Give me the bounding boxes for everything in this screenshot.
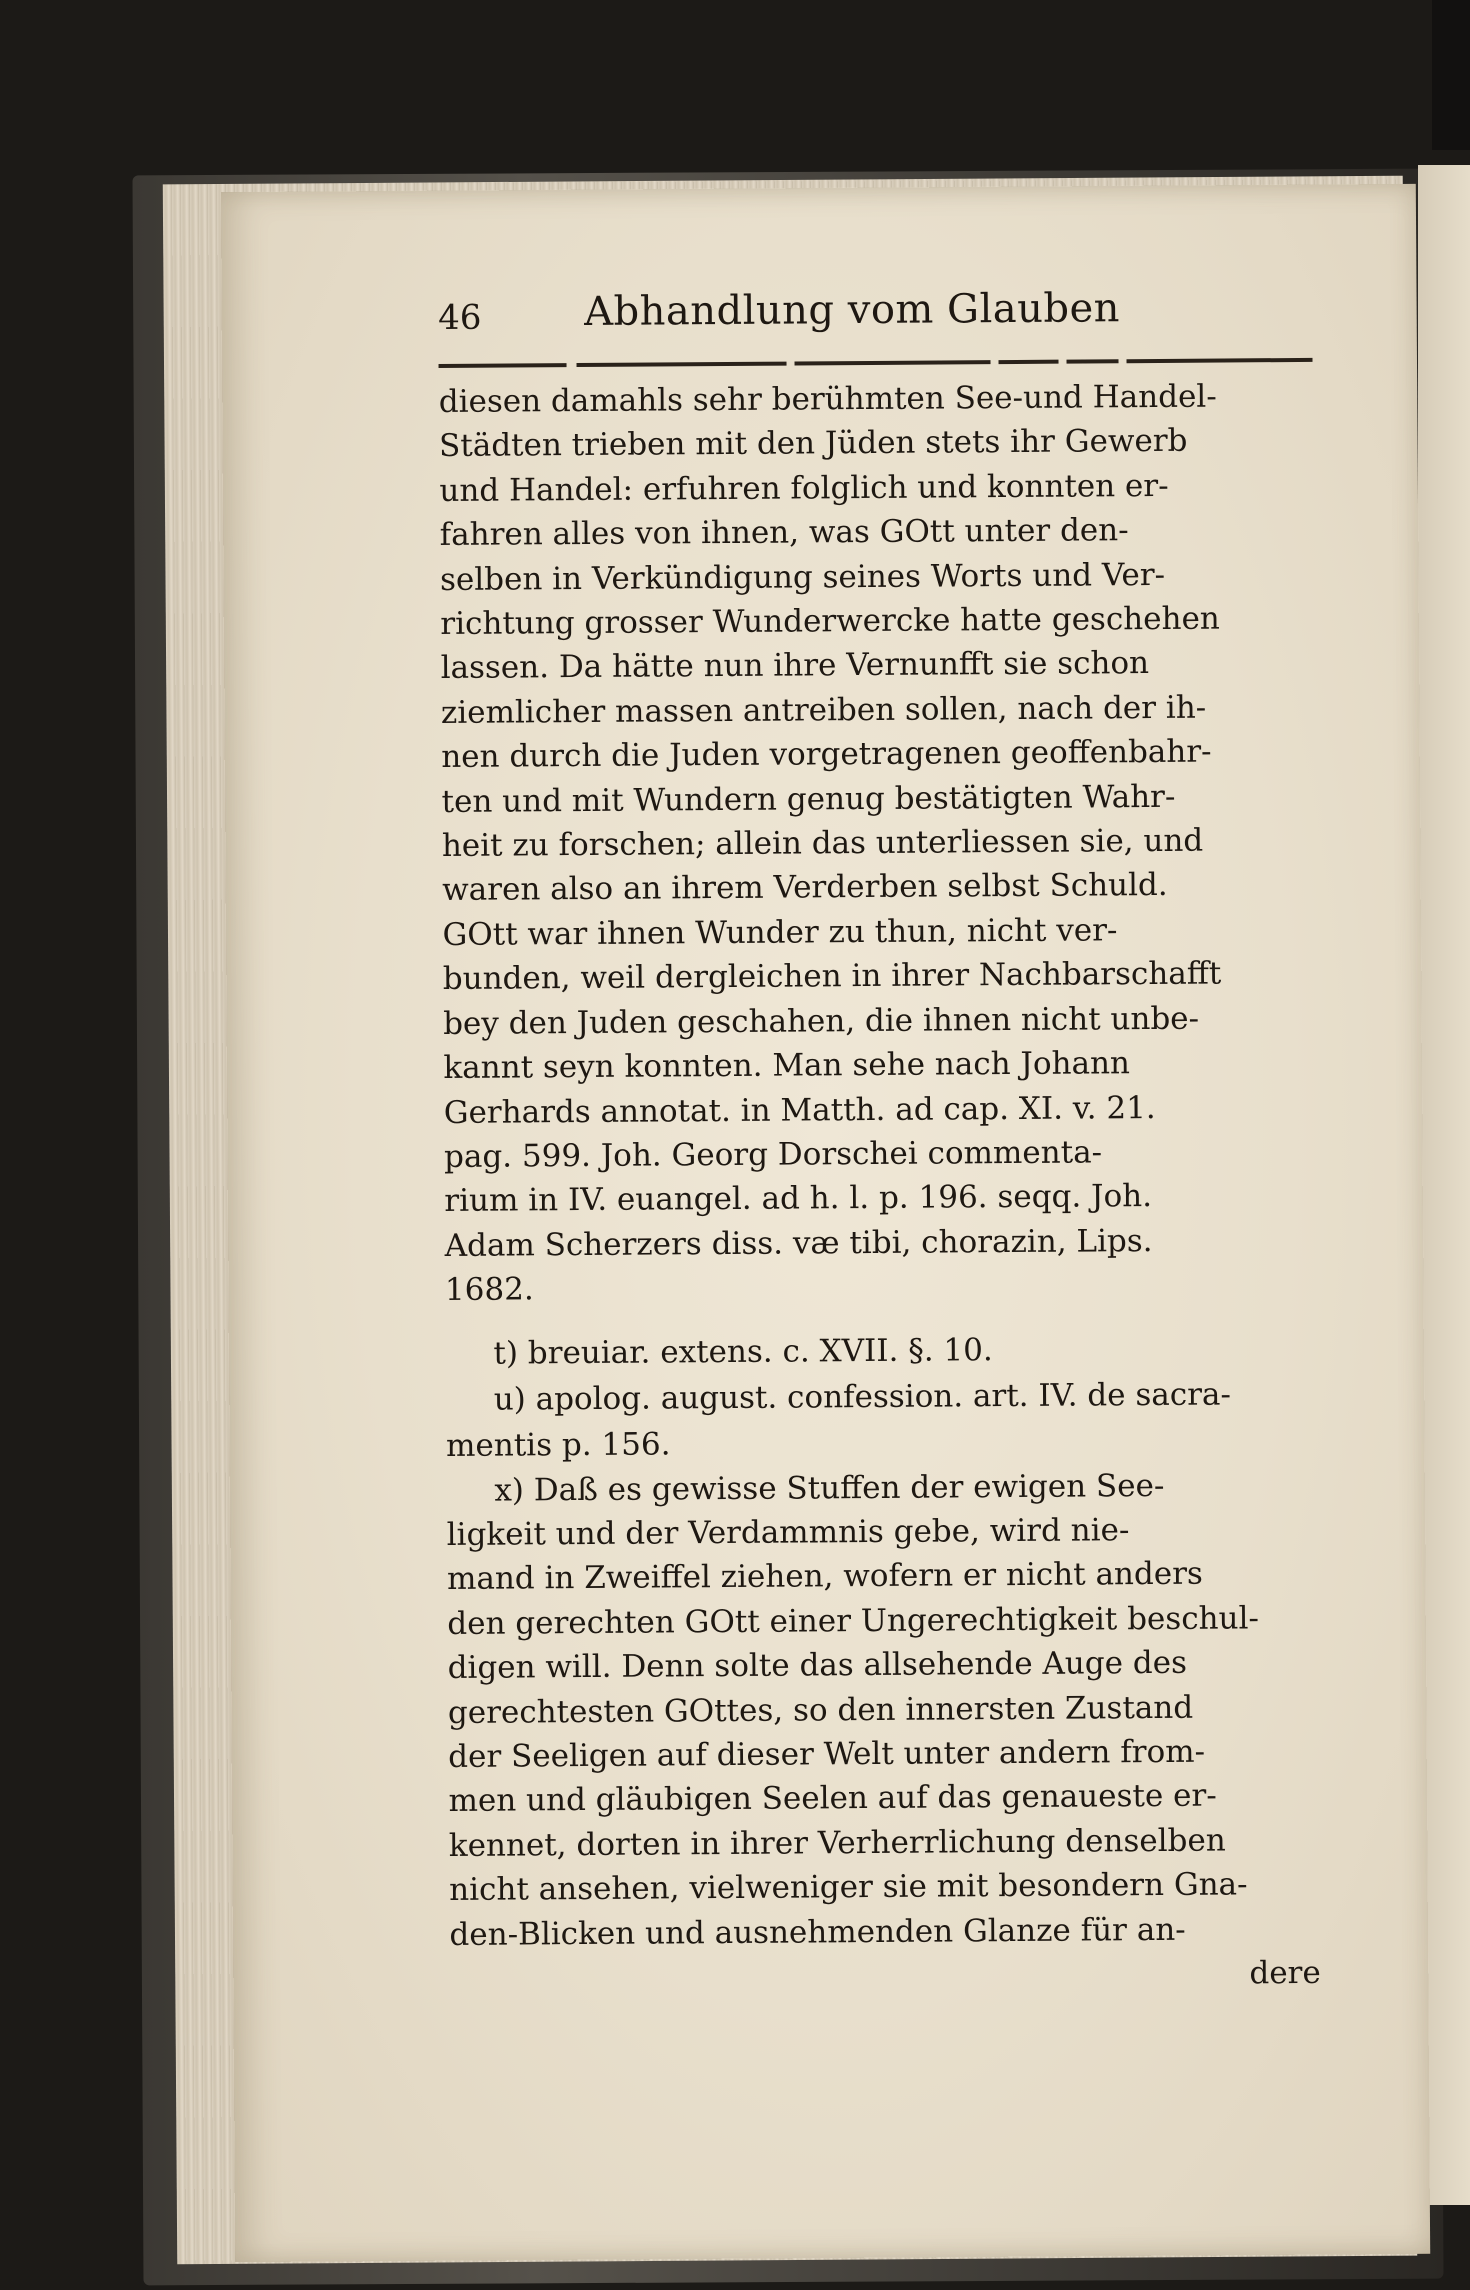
note-x [446,1462,1324,1957]
note-x-line: der Seeligen auf dieser Welt unter andern from- [448,1733,1206,1775]
body-line: 1682. [444,1271,534,1309]
body-line: ten und mit Wundern genug bestätigten Wahr- [441,778,1176,820]
background-dark [1432,0,1470,150]
note-x-line: den gerechten GOtt einer Ungerechtigkeit beschul- [447,1600,1260,1642]
page-text [438,284,1325,2001]
note-x-line: men und gläubigen Seelen auf das genaueste er- [448,1777,1217,1820]
body-line: Gerhards annotat. in Matth. ad cap. XI. v. 21. [443,1089,1156,1131]
note-x-line: ligkeit und der Verdammnis gebe, wird nie- [446,1512,1130,1553]
note-x-line: x) Daß es gewisse Stuffen der ewigen See- [494,1467,1165,1509]
footnotes [445,1324,1321,1468]
body-line: GOtt war ihnen Wunder zu thun, nicht ver- [442,912,1118,953]
body-line: pag. 599. Joh. Georg Dorschei commenta- [443,1134,1103,1175]
body-line: bunden, weil dergleichen in ihrer Nachbarschafft [442,955,1222,998]
body-line: rium in IV. euangel. ad h. l. p. 196. seqq. Joh. [444,1178,1153,1220]
body-line: nen durch die Juden vorgetragenen geoffenbahr- [441,733,1212,776]
note-x-line: den-Blicken und ausnehmenden Glanze für an- [449,1911,1186,1953]
page-header [438,284,1313,360]
body-line: und Handel: erfuhren folglich und konnten er- [439,467,1169,509]
note-x-line: kennet, dorten in ihrer Verherrlichung denselben [448,1822,1226,1864]
footnote-u-continuation: mentis p. 156. [445,1425,671,1464]
body-line: kannt seyn konnten. Man sehe nach Johann [443,1045,1131,1087]
note-x-line: mand in Zweiffel ziehen, wofern er nicht anders [446,1556,1203,1598]
body-line: Städten trieben mit den Jüden stets ihr Gewerb [438,423,1188,465]
body-line: diesen damahls sehr berühmten See-und Handel- [438,378,1217,420]
footnote-u: u) apolog. august. confession. art. IV. de sacra- [493,1376,1232,1418]
catchword: dere [1249,1954,1321,1992]
note-x-line: nicht ansehen, vielweniger sie mit besondern Gna- [449,1866,1248,1909]
body-line: bey den Juden geschahen, die ihnen nicht unbe- [442,1000,1200,1042]
page-number: 46 [438,297,482,338]
running-head: Abhandlung vom Glauben [583,285,1121,335]
footnote-t: t) breuiar. extens. c. XVII. §. 10. [493,1331,993,1372]
note-x-line: gerechtesten GOttes, so den innersten Zustand [447,1689,1194,1731]
body-line: Adam Scherzers diss. væ tibi, chorazin, Lips. [444,1222,1153,1264]
body-line: waren also an ihrem Verderben selbst Schuld. [442,867,1168,909]
body-text [439,374,1320,1313]
body-line: ziemlicher massen antreiben sollen, nach der ih- [440,689,1207,731]
body-line: heit zu forschen; allein das unterliessen sie, und [441,822,1204,865]
body-line: lassen. Da hätte nun ihre Vernunfft sie schon [440,645,1150,687]
note-x-line: digen will. Denn solte das allsehende Auge des [447,1644,1188,1687]
body-line: fahren alles von ihnen, was GOtt unter den- [439,512,1129,554]
body-line: selben in Verkündigung seines Worts und Ver- [439,556,1166,598]
body-line: richtung grosser Wunderwercke hatte geschehen [440,600,1220,643]
